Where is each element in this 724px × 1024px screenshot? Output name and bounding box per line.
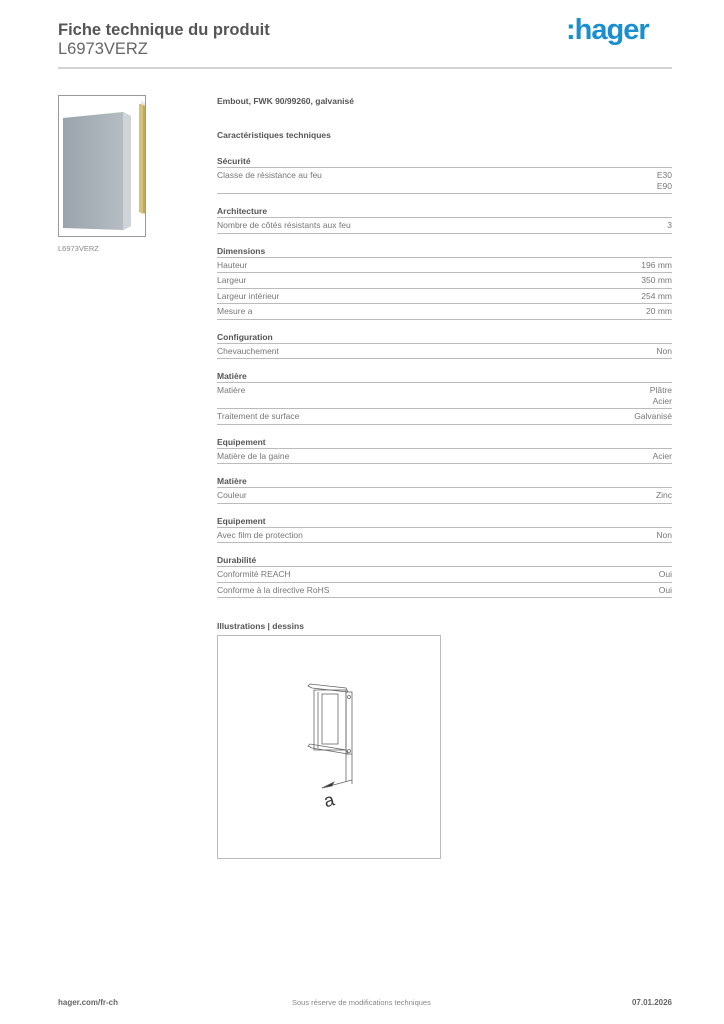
spec-section [217, 370, 672, 425]
spec-label: Mesure a [217, 306, 253, 316]
product-name: Embout, FWK 90/99260, galvanisé [217, 96, 354, 106]
photo-caption: L6973VERZ [58, 244, 99, 253]
section-heading: Durabilité [217, 554, 672, 567]
spec-value: Acier [652, 450, 672, 461]
spec-value: 3 [667, 220, 672, 230]
spec-label: Avec film de protection [217, 529, 303, 540]
spec-row [217, 567, 672, 583]
product-photo [58, 95, 146, 237]
hager-logo: :hager [566, 14, 649, 46]
spec-label: Couleur [217, 490, 247, 500]
spec-label: Nombre de côtés résistants aux feu [217, 220, 351, 230]
spec-label: Chevauchement [217, 345, 279, 356]
spec-row [217, 168, 672, 194]
spec-label: Largeur intérieur [217, 290, 280, 301]
spec-value: Non [656, 345, 672, 356]
spec-row [217, 583, 672, 599]
footer-notice: Sous réserve de modifications techniques [292, 998, 431, 1007]
spec-value: Non [656, 529, 672, 540]
section-heading: Equipement [217, 436, 672, 449]
spec-row [217, 383, 672, 409]
spec-section [217, 245, 672, 320]
spec-value: E30 E90 [656, 170, 672, 191]
product-reference: L6973VERZ [58, 40, 148, 58]
spec-label: Classe de résistance au feu [217, 170, 322, 180]
section-heading: Dimensions [217, 245, 672, 258]
spec-section [217, 475, 672, 504]
spec-row [217, 488, 672, 504]
spec-row [217, 344, 672, 360]
footer-website[interactable]: hager.com/fr-ch [58, 998, 119, 1007]
section-heading: Architecture [217, 205, 672, 218]
spec-value: Zinc [655, 490, 672, 500]
spec-section [217, 205, 672, 234]
spec-label: Traitement de surface [217, 411, 300, 421]
spec-row [217, 273, 672, 289]
section-heading: Equipement [217, 515, 672, 528]
spec-row [217, 304, 672, 320]
characteristics-title: Caractéristiques techniques [217, 130, 331, 140]
product-details [217, 96, 672, 859]
spec-label: Matière [217, 385, 246, 395]
spec-label: Largeur [217, 275, 247, 285]
spec-value: Plâtre Acier [649, 385, 672, 406]
section-heading: Sécurité [217, 155, 672, 168]
spec-section [217, 436, 672, 465]
section-heading: Matière [217, 370, 672, 383]
spec-label: Matière de la gaine [217, 450, 290, 461]
spec-value: 196 mm [641, 259, 672, 270]
page-title: Fiche technique du produit [58, 21, 270, 39]
spec-value: Galvanisé [634, 411, 672, 421]
spec-value: 254 mm [641, 290, 672, 301]
section-heading: Configuration [217, 331, 672, 344]
spec-row [217, 289, 672, 305]
dimension-label: a [321, 789, 337, 812]
spec-value: Oui [658, 569, 672, 579]
header-divider [58, 67, 672, 69]
spec-row [217, 449, 672, 465]
footer-date: 07.01.2026 [631, 998, 672, 1007]
technical-drawing [217, 635, 441, 859]
spec-label: Conforme à la directive RoHS [217, 584, 330, 595]
spec-label: Conformité REACH [217, 569, 291, 579]
spec-row [217, 409, 672, 425]
spec-section [217, 554, 672, 598]
spec-section [217, 155, 672, 194]
illustrations-title: Illustrations | dessins [217, 621, 304, 631]
spec-row [217, 218, 672, 234]
spec-section [217, 331, 672, 360]
spec-row [217, 258, 672, 274]
spec-value: 20 mm [646, 306, 672, 316]
spec-value: Oui [658, 584, 672, 595]
spec-label: Hauteur [217, 259, 248, 270]
characteristics-list [217, 155, 672, 598]
spec-value: 350 mm [641, 275, 672, 285]
section-heading: Matière [217, 475, 672, 488]
spec-section [217, 515, 672, 544]
spec-row [217, 528, 672, 544]
